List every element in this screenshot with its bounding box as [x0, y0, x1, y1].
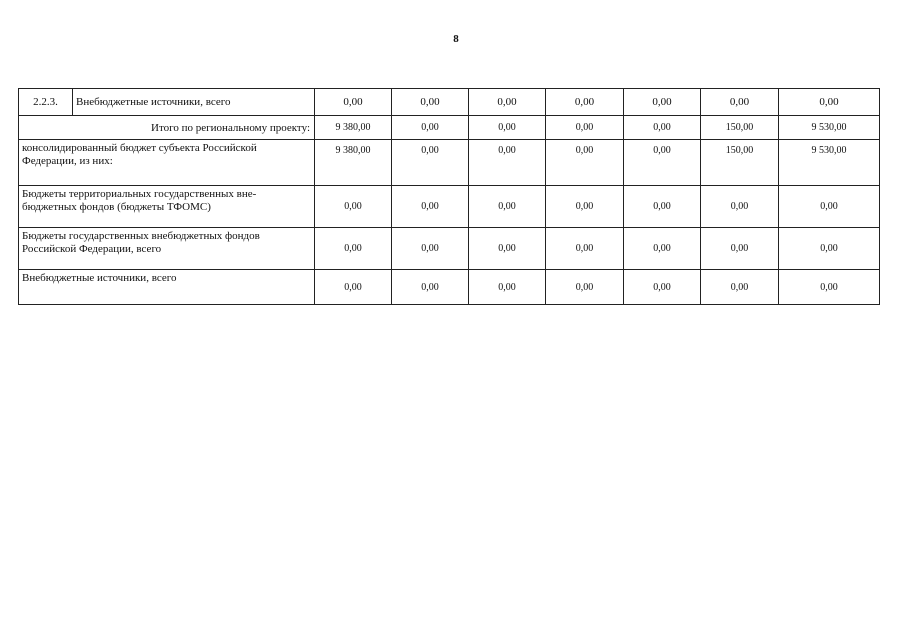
value-cell: 0,00: [546, 140, 624, 186]
value-cell: 0,00: [392, 186, 469, 228]
value-cell: 0,00: [779, 228, 880, 270]
value-cell: 0,00: [469, 140, 546, 186]
budget-table: [18, 88, 880, 305]
value-cell: 0,00: [546, 270, 624, 305]
value-cell: 0,00: [701, 228, 779, 270]
table-row: [19, 270, 880, 305]
value-cell: 0,00: [392, 228, 469, 270]
value-cell: 0,00: [469, 89, 546, 116]
value-cell: 150,00: [701, 116, 779, 140]
row-label: Внебюджетные источники, всего: [73, 89, 315, 116]
value-cell: 0,00: [624, 228, 701, 270]
total-label: Итого по региональному проекту:: [19, 116, 315, 140]
value-cell: 9 380,00: [315, 140, 392, 186]
row-label: консолидированный бюджет субъекта Российской Федерации, из них:: [19, 140, 315, 186]
value-cell: 0,00: [469, 186, 546, 228]
value-cell: 0,00: [392, 116, 469, 140]
value-cell: 0,00: [624, 270, 701, 305]
table-row: [19, 140, 880, 186]
value-cell: 9 530,00: [779, 140, 880, 186]
value-cell: 0,00: [624, 186, 701, 228]
value-cell: 0,00: [469, 116, 546, 140]
value-cell: 0,00: [469, 270, 546, 305]
value-cell: 0,00: [469, 228, 546, 270]
table-row: [19, 89, 880, 116]
row-code: 2.2.3.: [19, 89, 73, 116]
row-label: Бюджеты государственных внебюджетных фондов Российской Федерации, всего: [19, 228, 315, 270]
value-cell: 0,00: [392, 89, 469, 116]
table-row-total: [19, 116, 880, 140]
value-cell: 9 530,00: [779, 116, 880, 140]
value-cell: 0,00: [624, 89, 701, 116]
value-cell: 0,00: [392, 140, 469, 186]
row-label: Внебюджетные источники, всего: [19, 270, 315, 305]
value-cell: 0,00: [315, 89, 392, 116]
value-cell: 0,00: [315, 186, 392, 228]
value-cell: 0,00: [624, 140, 701, 186]
value-cell: 0,00: [624, 116, 701, 140]
value-cell: 0,00: [779, 270, 880, 305]
value-cell: 0,00: [779, 186, 880, 228]
value-cell: 0,00: [546, 186, 624, 228]
value-cell: 9 380,00: [315, 116, 392, 140]
value-cell: 0,00: [546, 228, 624, 270]
value-cell: 0,00: [315, 228, 392, 270]
row-label: Бюджеты территориальных государственных вне-бюджетных фондов (бюджеты ТФОМС): [19, 186, 315, 228]
value-cell: 0,00: [701, 89, 779, 116]
value-cell: 0,00: [315, 270, 392, 305]
table-row: [19, 186, 880, 228]
value-cell: 0,00: [701, 270, 779, 305]
page-number: 8: [453, 33, 459, 45]
value-cell: 0,00: [701, 186, 779, 228]
value-cell: 0,00: [546, 89, 624, 116]
value-cell: 150,00: [701, 140, 779, 186]
value-cell: 0,00: [779, 89, 880, 116]
table-row: [19, 228, 880, 270]
value-cell: 0,00: [392, 270, 469, 305]
value-cell: 0,00: [546, 116, 624, 140]
